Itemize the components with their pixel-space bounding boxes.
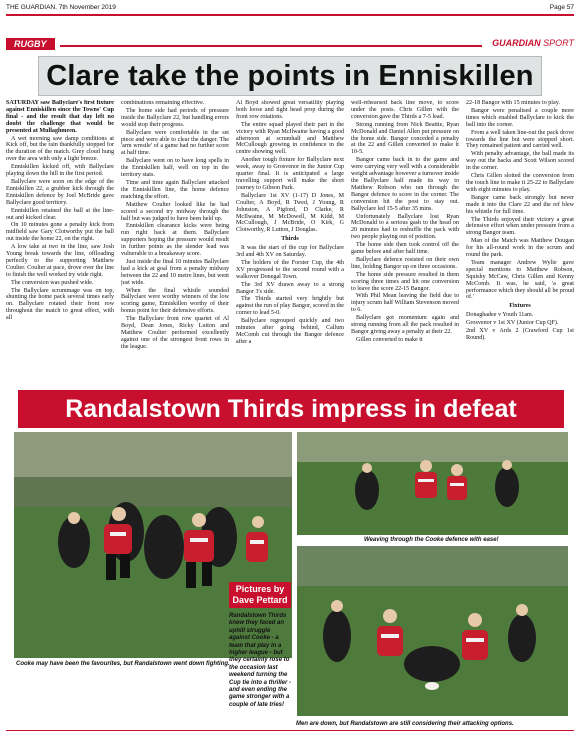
article-paragraph: When the final whistle sounded Ballyclare were worthy winners of the low scoring game, Enniskillen worthy of their bonus point for their defensive efforts. bbox=[121, 287, 229, 315]
article-paragraph: Another tough fixture for Ballyclare next week, away to Grosvenor in the Junior Cup quarter final. It is anticipated a large travelling support will make the short journey to Gibson Park. bbox=[236, 157, 344, 191]
article-paragraph: Ballyclare got momentum again and strong running from all the pack resulted in Bangor giving away a penalty at their 22. bbox=[351, 315, 459, 335]
article-paragraph: From a well taken line-out the pack drove towards the line but were stopped short. They remained patient and carried well. bbox=[466, 129, 574, 150]
section-tag-row bbox=[6, 38, 574, 52]
article-column-4 bbox=[351, 100, 459, 375]
photo-caption-3: Men are down, but Randalstown are still considering their attacking options. bbox=[296, 721, 514, 727]
article-paragraph: Just inside the final 10 minutes Ballyclare had a kick at goal from a penalty midway between the 22 and 10 metre lines, but went just wide. bbox=[121, 258, 229, 286]
article-body bbox=[6, 100, 574, 375]
article-paragraph: A low take at two in the line, saw Josh Young break towards the line, offloading perfectly to the supporting Matthew Coulter. Coulter at pace, drove over the line to finish the well worked try wide right. bbox=[6, 244, 114, 278]
fixture-item: Donaghadee v Youth 11am. bbox=[466, 312, 534, 319]
article-paragraph: The Ballyclare scrummage was on top, shunting the home pack several times early on. Ballyclare rotated their front row throughout the match to great effect, with all bbox=[6, 287, 114, 322]
photo-caption-1: Cooke may have been the favourites, but Randalstown went down fighting. bbox=[16, 661, 230, 667]
brand-sport: SPORT bbox=[543, 38, 574, 48]
article-paragraph: Strong running from Nick Beattie, Ryan McDonald and Daniel Allen put pressure on the home side. Bangor conceded a penalty at the 22 and Gillen converted to make it 10-5. bbox=[351, 121, 459, 156]
article-paragraph: The Thirds enjoyed their victory a great defensive effort when under pressure from a strong Bangor team. bbox=[466, 216, 574, 237]
article-paragraph: Ballyclare defence resisted on their own line, holding Bangor up on three occasions. bbox=[351, 256, 459, 270]
subheading-fixtures: Fixtures bbox=[509, 303, 531, 310]
article-column-2 bbox=[121, 100, 229, 375]
photo-caption-2: Weaving through the Cooke defence with ease! bbox=[364, 537, 499, 543]
article-paragraph: On 10 minutes gone a penalty kick from midfield saw Gary Clotworthy put the ball out inside the home 22, on the right. bbox=[6, 222, 114, 243]
article-paragraph: Al Boyd showed great versatility playing both loose and tight head prop during the front row rotations. bbox=[236, 100, 344, 120]
article-paragraph: Bangor were penalised a couple more times which enabled Ballyclare to kick the ball into the corner. bbox=[466, 107, 574, 128]
article-paragraph: Matthew Coulter looked like he had scored a second try midway through the half but was judged to have been held up. bbox=[121, 201, 229, 222]
article-paragraph: well-rehearsed back line move, to score under the posts. Chris Gillen with the conversion gave the Thirds a 7-5 lead. bbox=[351, 100, 459, 120]
article-paragraph: Ballyclare regrouped quickly and two minutes after going behind, Callum McComb cut through the Bangor defence after a bbox=[236, 318, 344, 345]
article-paragraph: The home side then took control off the game before and after half time. bbox=[351, 242, 459, 256]
pictures-by-box bbox=[229, 582, 291, 608]
article-paragraph: The home side had periods of pressure inside the Ballyclare 22, but handling errors would stop their progress. bbox=[121, 107, 229, 128]
article-paragraph: With penalty advantage, the ball made its way out the backs and Scott Wilson scored in the corner. bbox=[466, 151, 574, 172]
section-tag-rugby: RUGBY bbox=[6, 38, 55, 50]
sport-brand bbox=[492, 38, 574, 48]
article-paragraph: Enniskillen kicked off, with Ballyclare playing down the hill in the first period. bbox=[6, 164, 114, 178]
article-paragraph: Enniskillen clearance kicks were being run right back at them. Ballyclare supporters hoping the pressure would result in further points as the slender lead was vulnerable to a breakaway score. bbox=[121, 223, 229, 258]
masthead-rule bbox=[6, 14, 574, 16]
section-rule bbox=[60, 45, 482, 47]
article-column-5 bbox=[466, 100, 574, 375]
article-lead-paragraph: SATURDAY saw Ballyclare's first fixture against Enniskillen since the Towns' Cup final - and the result that day left no doubt the challenge that would be presented at Mullaghmeen. bbox=[6, 100, 114, 134]
article-paragraph: Gillen converted to make it bbox=[356, 336, 423, 343]
subheading-thirds: Thirds bbox=[281, 236, 299, 243]
article-paragraph: Chris Gillen slotted the conversion from the touch line to make it 25-22 to Ballyclare with eight minutes to play. bbox=[466, 173, 574, 193]
page-masthead bbox=[0, 0, 580, 22]
article-paragraph: Enniskillen retained the ball at the line-out and kicked clear. bbox=[6, 207, 114, 221]
second-headline: Randalstown Thirds impress in defeat bbox=[18, 390, 564, 428]
article-column-1 bbox=[6, 100, 114, 375]
page-bottom-rule bbox=[6, 730, 574, 731]
article-paragraph: The holders of the Forster Cup, the 4th XV progressed to the second round with a walkover Donegal Town. bbox=[236, 259, 344, 280]
article-paragraph: combinations remaining effective. bbox=[121, 100, 205, 106]
article-paragraph: Bangor came back in to the game and were carrying very well with a considerable weight advantage however a turnover inside the Ballyclare half made its way to Matthew Robson who ran through the Bangor defence to score in the corner. The conversion hit the post to stay out. Ballyclare led 15-5 after 35 mins. bbox=[351, 157, 459, 212]
main-headline: Clare take the points in Enniskillen bbox=[38, 56, 542, 96]
sidebar-summary: Randalstown Thirds knew they faced an uphill struggle against Cooke - a team that play in a higher league - but they certainly rose to the occasion last weekend turning the Cup tie into a thriller - and even ending the game stronger with a couple of late tries! bbox=[229, 613, 292, 708]
article-paragraph: Ballyclare were comfortable in the set piece and were able to clear the danger. The 'arm wrestle' of a game had no further score at half time. bbox=[121, 129, 229, 157]
article-paragraph: Man of the Match was Matthew Dougan for his all-round work in the scrum and round the park. bbox=[466, 238, 574, 259]
article-paragraph: A wet morning saw damp conditions at Kick off, but the rain thankfully stopped for the duration of the match. Grey cloud hung over the area with only a light breeze. bbox=[6, 135, 114, 163]
article-paragraph: It was the start of the cup for Ballyclare 3rd and 4th XV on Saturday. bbox=[236, 245, 344, 259]
masthead-date: THE GUARDIAN, 7th November 2019 bbox=[6, 4, 116, 11]
article-paragraph: With Phil Mean leaving the field due to injury scrum half William Stevenson moved to 6. bbox=[351, 293, 459, 314]
article-paragraph: 22-18 Bangor with 15 minutes to play. bbox=[466, 100, 560, 106]
article-paragraph: Bangor came back strongly but never made it into the Clare 22 and the ref blew his whistle for full time. bbox=[466, 194, 574, 215]
article-paragraph: Team manager Andrew Wylie gave special mentions to Matthew Robson, Squishy McCaw, Chris Gillen and Kenny McComb. It was, he said, 'a great performance which they should all be proud of.' bbox=[466, 259, 574, 301]
article-paragraph: The home side pressure resulted in them scoring three times and hit one conversion to leave the score 22-15 Bangor. bbox=[351, 271, 459, 292]
article-paragraph: The Ballyclare front row quartet of Al Boyd, Dean Jones, Ricky Lutton and Matthew Coulter performed excellently against one of the strongest front rows in the league. bbox=[121, 316, 229, 350]
article-paragraph: The 3rd XV drawn away to a strong Bangor 3's side. bbox=[236, 281, 344, 295]
article-paragraph: Time and time again Ballyclare attacked the Enniskillen line, the home defence matching the effort. bbox=[121, 179, 229, 200]
article-paragraph: Ballyclare were soon on the edge of the Enniskillen 22, a grubber kick through the Enniskillen defence by Joel McBride gave Ballyclare good territory. bbox=[6, 178, 114, 206]
brand-guardian: GUARDIAN bbox=[492, 38, 541, 48]
article-paragraph: The Thirds started very brightly but against the run of play Bangor, scored in the corner to lead 5-0. bbox=[236, 296, 344, 317]
article-paragraph: The conversion was pushed wide. bbox=[11, 279, 94, 286]
fixture-item: 2nd XV v Ards 2 (Crawford Cup 1st Round). bbox=[466, 328, 574, 341]
rugby-photo-ruck bbox=[297, 546, 568, 716]
article-column-3 bbox=[236, 100, 344, 375]
page-number: Page 57 bbox=[549, 4, 574, 11]
photographer-name: Dave Pettard bbox=[232, 595, 288, 605]
fixture-item: Grosvenor v 1st XV (Junior Cup QF). bbox=[466, 320, 559, 327]
article-paragraph: The entire squad played their part in the victory with Ryan McIlwaine having a good afternoon at scrumhalf and Matthew McCullough growing in confidence in the centre showing well. bbox=[236, 121, 344, 156]
article-paragraph: Ballyclare went on to have long spells in the Enniskillen half, well on top in the territory stats. bbox=[121, 158, 229, 179]
article-paragraph: Unfortunately Ballyclare lost Ryan McDonald to a serious gash to the head on 20 minutes had to reshuffle the pack with two people playing out of position. bbox=[351, 213, 459, 241]
article-paragraph: Ballyclare 1st XV (1-17) D Jones, M Coulter, A Boyd, R Twed, J Young, R Johnston, A Pigford, D Clarke, R McIlwaine, M McDowell, M Kidd, M McCullough, J McBride, O Kirk, G Clotworthy, R Lutton, J Douglas. bbox=[236, 192, 344, 234]
rugby-photo-weaving bbox=[297, 432, 568, 535]
pictures-by-label: Pictures by bbox=[235, 584, 285, 594]
